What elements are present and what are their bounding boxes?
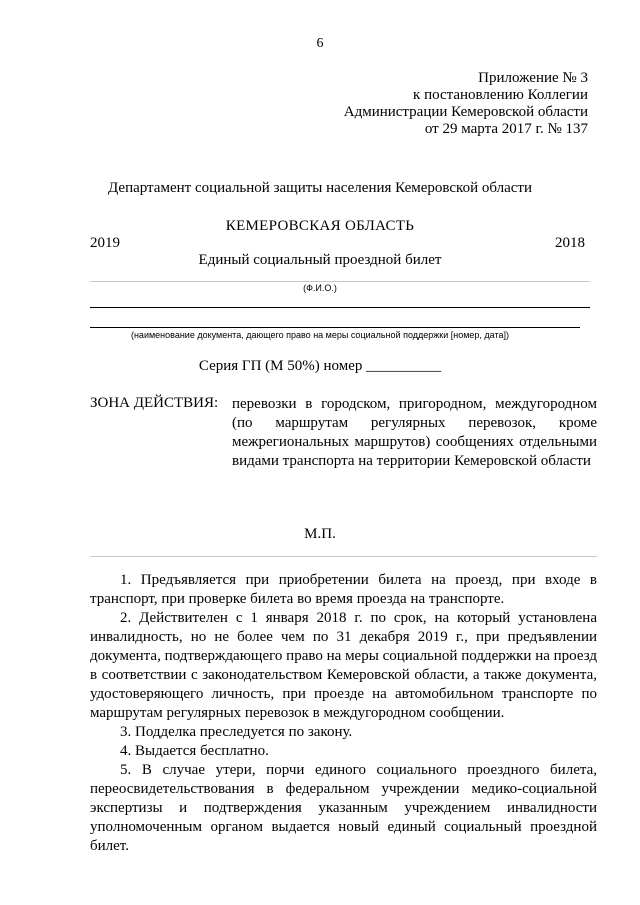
ticket-title: Единый социальный проездной билет (198, 252, 442, 268)
department-title: Департамент социальной защиты населения Кемеровской области (108, 180, 532, 196)
fio-caption: (Ф.И.О.) (303, 283, 337, 293)
condition-item: 4. Выдается бесплатно. (120, 743, 269, 759)
appendix-line: Администрации Кемеровской области (343, 104, 588, 120)
page-number: 6 (316, 36, 324, 51)
divider (90, 556, 597, 557)
appendix-line: Приложение № 3 (478, 70, 588, 86)
year-left: 2019 (90, 235, 120, 251)
condition-item: 2. Действителен с 1 января 2018 г. по срок, на который установлена инвалидность, но не более чем по 31 декабря 2019 г., при предъявлении документа, подтверждающего право на меры социальной поддержки на проезд в соответствии с законодательством Кемеровской области, а также документа, удостоверяющего личность, при проезде на автомобильном транспорте по маршрутам регулярных перевозок в междугородном сообщении. (90, 610, 597, 721)
appendix-line: от 29 марта 2017 г. № 137 (424, 121, 588, 137)
condition-item: 3. Подделка преследуется по закону. (120, 724, 353, 740)
zone-label: ЗОНА ДЕЙСТВИЯ: (90, 395, 219, 411)
divider (90, 281, 590, 282)
region-title: КЕМЕРОВСКАЯ ОБЛАСТЬ (225, 218, 415, 234)
year-right: 2018 (555, 235, 585, 251)
ticket-conditions (90, 571, 597, 856)
appendix-block (344, 70, 588, 138)
document-line (90, 327, 580, 328)
stamp-place: М.П. (304, 526, 336, 542)
fio-line (90, 307, 590, 308)
appendix-line: к постановлению Коллегии (413, 87, 588, 103)
series-line: Серия ГП (М 50%) номер __________ (198, 358, 442, 374)
condition-item: 5. В случае утери, порчи единого социального проездного билета, переосвидетельствования в федеральном учреждении медико-социальной экспертизы и подтверждения указанным учреждением инвалидности уполномоченным органом выдается новый единый социальный проездной билет. (90, 762, 597, 854)
document-caption: (наименование документа, дающего право на меры социальной поддержки [номер, дата]) (130, 330, 510, 340)
zone-text: перевозки в городском, пригородном, междугородном (по маршрутам регулярных перевозок, кроме межрегиональных маршрутов) сообщениях отдельными видами транспорта на территории Кемеровской области (232, 396, 597, 469)
condition-item: 1. Предъявляется при приобретении билета на проезд, при входе в транспорт, при проверке билета во время проезда на транспорте. (90, 572, 597, 607)
